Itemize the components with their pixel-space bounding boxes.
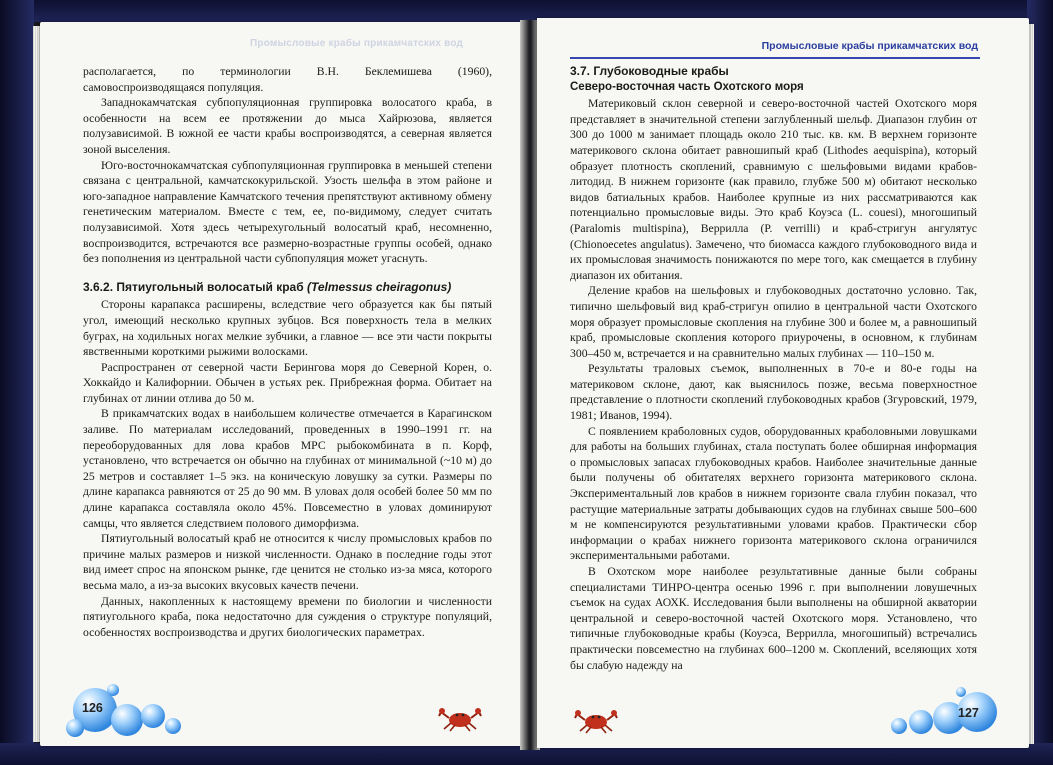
paragraph: В прикамчатских водах в наибольшем количестве отмечается в Карагинском заливе. По материалам исследований, проведенных в 1990–1991 гг. на переоборудованных для лова крабов МРС рыбокомбината в п. Корф, установлено, что встречается он обычно на глубинах от минимальной (~10 м) до 25 метров и составляет 1–5 экз. на коническую ловушку за сутки. Размеры по длине карапакса равняются от 25 до 90 мм. В уловах доля особей более 50 мм по длине карапакса составляла около 45%. Повсеместно в уловах доминируют самцы, что является следствием полового диморфизма. bbox=[83, 407, 492, 530]
section-heading bbox=[83, 280, 492, 296]
section-heading-latin: (Telmessus cheiragonus) bbox=[306, 279, 452, 294]
right-page-text bbox=[570, 64, 977, 673]
paragraph: Распространен от северной части Берингова моря до Северной Корен, о. Хоккайдо и Калифорнии. Обычен в устьях рек. Прибрежная форма. Обитает на глубинах от линии отлива до 50 м. bbox=[83, 360, 492, 405]
running-header: Промысловые крабы прикамчатских вод bbox=[761, 40, 978, 52]
page-number: 126 bbox=[82, 701, 103, 715]
paragraph: располагается, по терминологии В.Н. Беклемишева (1960), самовоспроизводящаяся популяция. bbox=[83, 65, 492, 94]
paragraph: Пятиугольный волосатый краб не относится к числу промысловых крабов по причине малых размеров и низкой численности. Однако в последние годы этот вид имеет спрос на японском рынке, где ценится не столько из-за мяса, которого весьма мало, а из-за высоких вкусовых качеств печени. bbox=[83, 532, 492, 592]
paragraph: С появлением краболовных судов, оборудованных краболовными ловушками для работы на больших глубинах, стала поступать более обширная информация о промысловых запасах глубоководных крабов. Наиболее значительные данные были получены об обитателях верхнего горизонта материкового склона. Экспериментальный лов крабов в нижнем горизонте свала глубин показал, что растущие материальные затраты добывающих судов на глубинах свыше 500–600 м не компенсируются результативными уловами крабов. Практически сбор информации о крабах нижнего горизонта материкового склона ограничился экспериментальными работами. bbox=[570, 424, 977, 563]
paragraph: Результаты траловых съемок, выполненных в 70-е и 80-е годы на материковом склоне, дают, как выяснилось позже, весьма поверхностное представление о плотности скоплений глубоководных крабов (Згуровский, 1979, 1981; Иванов, 1994). bbox=[570, 362, 977, 423]
bubbles-decoration-left bbox=[55, 680, 195, 740]
section-heading: 3.7. Глубоководные крабы bbox=[570, 64, 729, 78]
paragraph: Западнокамчатская субпопуляционная группировка волосатого краба, в особенности на всем ее протяжении до мыса Хайрюзова, является полузависимой. В южной ее части крабы воспроизводятся, а северная является зоной выселения. bbox=[83, 96, 492, 156]
show-through-header: Промысловые крабы прикамчатских вод bbox=[250, 38, 464, 49]
paragraph: В Охотском море наиболее результативные данные были собраны специалистами ТИНРО-центра осенью 1996 г. при выполнении ловушечных съемок на судах АОХК. Исследования были выполнены на обширной акватории центральной и северо-восточной частей Охотского моря. Установлено, что типичные глубоководные крабы (Коуэса, Веррилла, многошипый) встречались практически повсеместно на глубинах 600–1200 м. Скоплений, вселяющих хотя бы слабую надежду на bbox=[570, 565, 977, 672]
sub-heading: Северо-восточная часть Охотского моря bbox=[570, 80, 804, 93]
page-number: 127 bbox=[958, 706, 979, 720]
crab-icon bbox=[438, 704, 482, 732]
paragraph: Юго-восточнокамчатская субпопуляционная группировка в меньшей степени связана с центральной, камчатскокурильской. Узость шельфа в этом районе и юго-западное направление Камчатского течения препятствуют активному обмену генетическим материалом. Вместе с тем, ее, по-видимому, следует считать полузависимой. Хотя здесь четырехугольный волосатый краб, несомненно, воспроизводится, встречаются все размерно-возрастные группы особей, однако без пополнения из центральной части субпопуляция может угаснуть. bbox=[83, 158, 492, 266]
header-rule bbox=[570, 57, 980, 59]
section-heading-title: 3.6.2. Пятиугольный волосатый краб bbox=[83, 279, 304, 294]
crab-icon bbox=[574, 706, 618, 734]
bubbles-decoration-right bbox=[885, 684, 1005, 744]
book-cover-left bbox=[0, 0, 34, 765]
paragraph: Материковый склон северной и северо-восточной частей Охотского моря представляет в значительной степени заглубленный шельф. Диапазон глубин от 300 до 1000 м занимает площадь около 210 тыс. кв. км. В верхнем горизонте материкового склона обитает равношипый краб (Lithodes aequispina), который образует плотность скоплений, сравнимую с шельфовыми видами крабов-литодид. В нижнем горизонте (как правило, глубже 500 м) обитают несколько видов батиальных крабов. Наиболее крупные из них рассматриваются как потенциально промысловые виды. Это краб Коуэса (L. couesi), многошипый (Paralomis multispina), Веррилла (P. verrilli) и краб-стригун ангулятус (Chionoecetes angulatus). Замечено, что биомасса каждого глубоководного вида и их промысловая значимость понижаются по мере того, как смещается в глубину диапазон их обитания. bbox=[570, 97, 977, 282]
left-page-text bbox=[83, 64, 492, 640]
paragraph: Деление крабов на шельфовых и глубоководных достаточно условно. Так, типично шельфовый вид краб-стригун опилио в центральной части Охотского моря образует промысловые скопления на глубине 300 и более м, а равношипый краб, промысловые скопления которого приурочены, в основном, к глубинам 300–450 м, встречается и на сравнительно малых глубинах — 110–150 м. bbox=[570, 284, 977, 360]
paragraph: Данных, накопленных к настоящему времени по биологии и численности пятиугольного краба, пока недостаточно для суждения о структуре популяций, особенностях воспроизводства и других биологических параметрах. bbox=[83, 594, 492, 639]
paragraph: Стороны карапакса расширены, вследствие чего образуется как бы пятый угол, имеющий несколько крупных зубцов. Вся поверхность тела в мелких буграх, на ходильных ногах мелкие зубчики, а главное — все эти части покрыты явственными короткими рыжими волосками. bbox=[83, 298, 492, 359]
